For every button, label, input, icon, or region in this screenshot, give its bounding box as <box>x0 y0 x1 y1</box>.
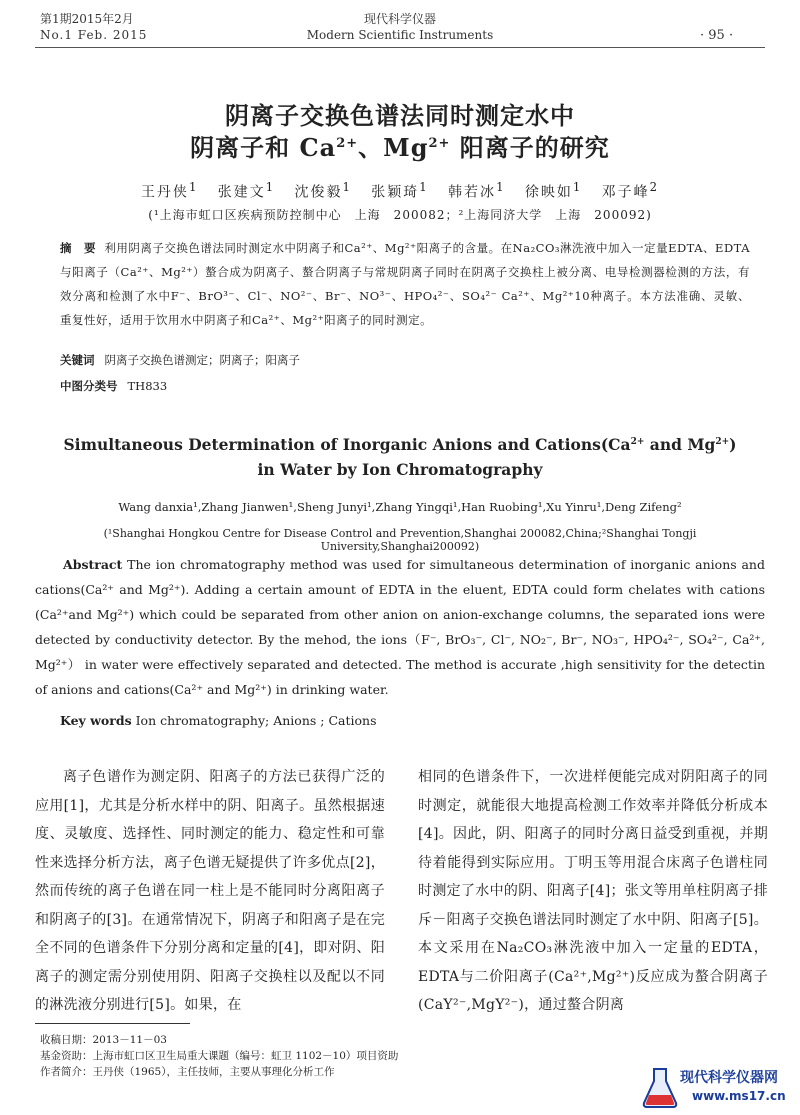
footnote-funding: 基金资助：上海市虹口区卫生局重大课题（编号：虹卫 1102－10）项目资助 <box>40 1050 399 1062</box>
watermark-url: www.ms17.cn <box>692 1089 786 1103</box>
keywords-cn: 关键词 阴离子交换色谱测定；阴离子；阳离子 <box>60 353 300 367</box>
body-left-column: 离子色谱作为测定阴、阳离子的方法已获得广泛的应用[1]，尤其是分析水样中的阴、阳离子。虽然根据速度、灵敏度、选择性、同时测定的能力、稳定性和可靠性来选择分析方法，离子色谱无疑提供了许多优点[2]，然而传统的离子色谱在同一柱上是不能同时分离阳离子和阴离子的[3]。在通常情况下，阴离子和阳离子是在完全不同的色谱条件下分别分离和定量的[4]，即对阴、阳离子的测定需分别使用阴、阳离子交换柱以及配以不同的淋洗液分别进行[5]。如果，在 <box>35 769 385 1013</box>
abstract-cn-label: 摘 要 <box>60 241 97 255</box>
issue-en: No.1 Feb. 2015 <box>40 28 148 42</box>
authors-en: Wang danxia¹,Zhang Jianwen¹,Sheng Junyi¹,Zhang Yingqi¹,Han Ruobing¹,Xu Yinru¹,Deng Zifeng² <box>118 500 682 514</box>
title-en-line2: in Water by Ion Chromatography <box>257 460 543 479</box>
journal-cn: 现代科学仪器 <box>363 12 436 26</box>
footnote-received: 收稿日期：2013－11－03 <box>40 1034 167 1046</box>
footnote-author: 作者简介：王丹侠（1965），主任技师，主要从事理化分析工作 <box>40 1066 335 1078</box>
title-cn-line2: 阴离子和 $Ca^{2+}$、$Mg^{2+}$ 阳离子的研究 <box>190 133 610 162</box>
issue-cn: 第1期2015年2月 <box>40 12 134 26</box>
affiliation-cn: (¹上海市虹口区疾病预防控制中心 上海 200082；²上海同济大学 上海 200092) <box>148 208 652 222</box>
watermark-logo <box>640 1065 795 1110</box>
title-cn-line1: 阴离子交换色谱法同时测定水中 <box>225 101 575 130</box>
affiliation-en: (¹Shanghai Hongkou Centre for Disease Control and Prevention,Shanghai 200082,China;²Shanghai Tongji University,Shanghai200092) <box>103 527 697 553</box>
keywords-en: Key words Ion chromatography; Anions ; Cations <box>60 713 377 728</box>
abstract-cn-text: 利用阴离子交换色谱法同时测定水中阴离子和Ca²⁺、Mg²⁺阳离子的含量。在Na₂CO₃淋洗液中加入一定量EDTA、EDTA与阳离子（Ca²⁺、Mg²⁺）螯合成为阴离子、螯合阴离子与常规阴离子同时在阴离子交换柱上被分离、电导检测器检测的方法，有效分离和检测了水中F⁻、BrO³⁻、Cl⁻、NO²⁻、Br⁻、NO³⁻、HPO₄²⁻、SO₄²⁻ Ca²⁺、Mg²⁺10种离子。本方法准确、灵敏、重复性好，适用于饮用水中阴离子和Ca²⁺、Mg²⁺阳离子的同时测定。 <box>60 241 751 327</box>
abstract-en <box>35 552 765 702</box>
watermark-name: 现代科学仪器网 <box>680 1070 778 1086</box>
page-number: · 95 · <box>700 28 734 43</box>
header-rule <box>35 47 765 48</box>
abstract-en-label: Abstract <box>63 557 123 572</box>
authors-cn: 王丹侠$^1$ 张建文$^1$ 沈俊毅$^1$ 张颖琦$^1$ 韩若冰$^1$ 徐映如$^1$ 邓子峰$^2$ <box>140 180 660 201</box>
footnote-rule <box>35 1023 190 1024</box>
title-en-line1: Simultaneous Determination of Inorganic Anions and $Cations(Ca^{2+}$ and $Mg^{2+}$) <box>63 435 737 455</box>
flask-icon <box>640 1065 680 1109</box>
abstract-cn <box>60 236 750 332</box>
journal-en: Modern Scientific Instruments <box>306 28 494 42</box>
abstract-en-text: The ion chromatography method was used for simultaneous determination of inorganic anions and cations(Ca²⁺ and Mg²⁺). Adding a certain amount of EDTA in the eluent, EDTA could form chelates with cations (Ca²⁺and Mg²⁺) which could be separated from other anion on anion-exchange columns, the separated ions were detected by conductivity detector. By the mehod, the ions（F⁻, BrO₃⁻, Cl⁻, NO₂⁻, Br⁻, NO₃⁻, HPO₄²⁻, SO₄²⁻, Ca²⁺, Mg²⁺） in water were effectively separated and detected. The method is accurate ,high sensitivity for the detectin of anions and cations(Ca²⁺ and Mg²⁺) in drinking water. <box>35 557 765 697</box>
clc-number: 中图分类号 TH833 <box>60 379 168 393</box>
body-right-column: 相同的色谱条件下，一次进样便能完成对阴阳离子的同时测定，就能很大地提高检测工作效率并降低分析成本[4]。因此，阴、阳离子的同时分离日益受到重视，并期待着能得到实际应用。丁明玉等用混合床离子色谱柱同时测定了水中的阴、阳离子[4]；张文等用单柱阴离子排斥－阳离子交换色谱法同时测定了水中阴、阳离子[5]。本文采用在Na₂CO₃淋洗液中加入一定量的EDTA，EDTA与二价阳离子(Ca²⁺,Mg²⁺)反应成为螯合阴离子(CaY²⁻,MgY²⁻)，通过螯合阴离 <box>418 769 768 1013</box>
